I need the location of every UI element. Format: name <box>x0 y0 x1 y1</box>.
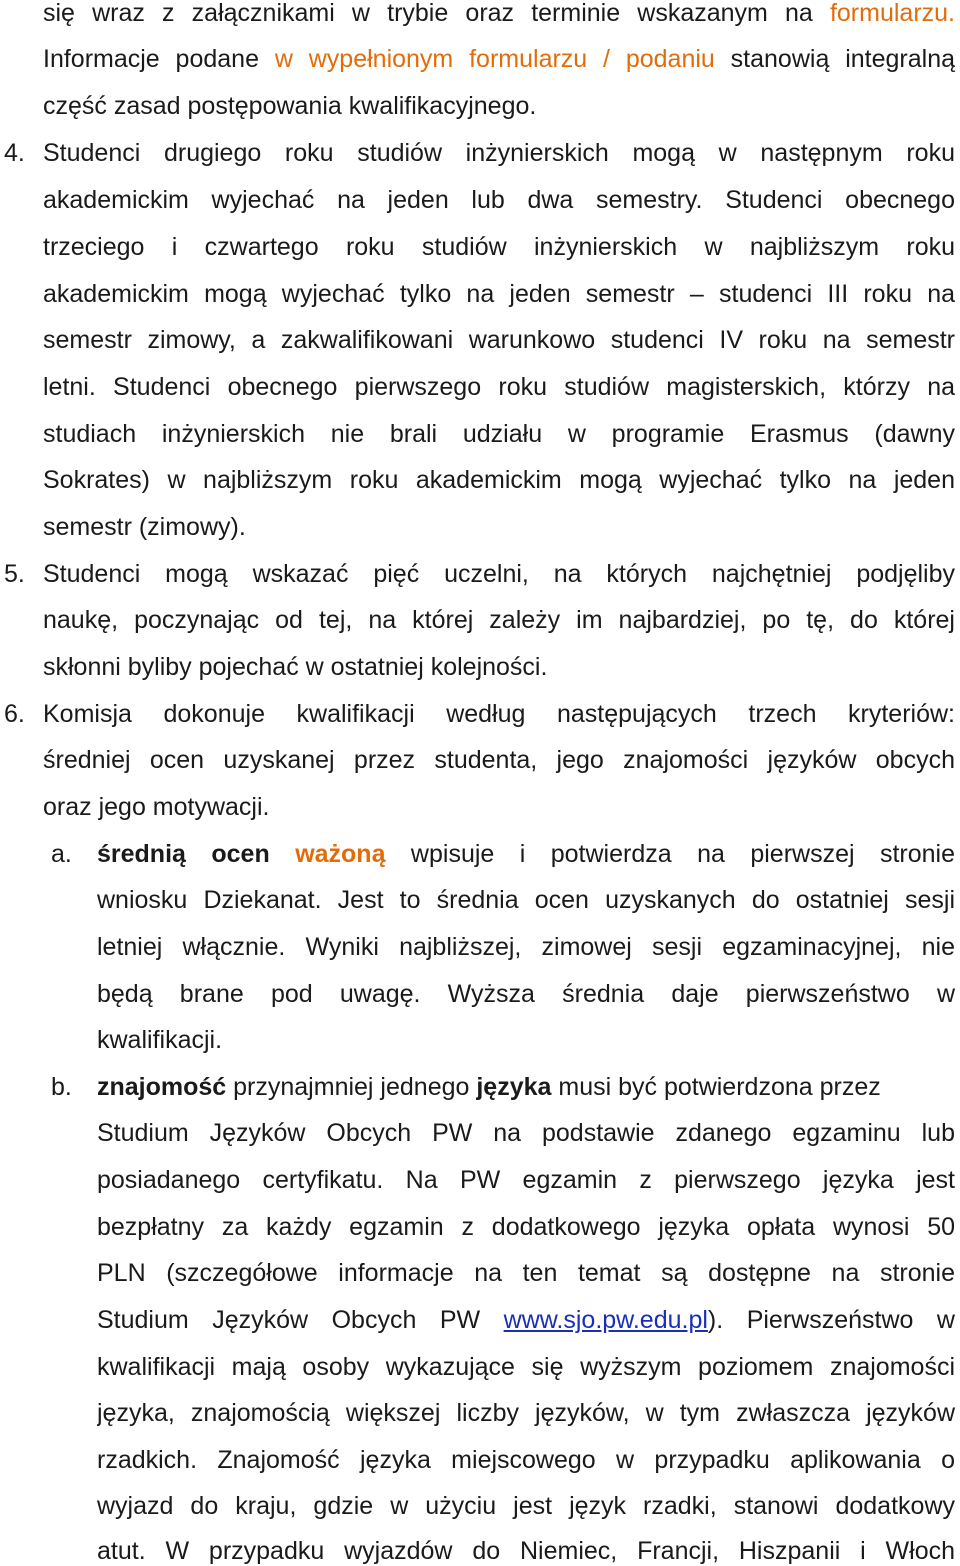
paragraph-line: PLN (szczegółowe informacje na ten temat są dostępne na stronie <box>97 1259 955 1287</box>
paragraph-line: będą brane pod uwagę. Wyższa średnia daje pierwszeństwo w <box>97 980 955 1008</box>
paragraph-line: średniej ocen uzyskanej przez studenta, jego znajomości języków obcych <box>43 746 955 774</box>
bold-term: średnią ocen <box>97 840 270 868</box>
paragraph-line: kwalifikacji. <box>97 1026 223 1054</box>
paragraph-line: Komisja dokonuje kwalifikacji według następujących trzech kryteriów: <box>43 700 955 728</box>
paragraph-line: wniosku Dziekanat. Jest to średnia ocen uzyskanych do ostatniej sesji <box>97 886 955 914</box>
paragraph-line: kwalifikacji mają osoby wykazujące się wyższym poziomem znajomości <box>97 1353 955 1381</box>
paragraph-line: Studenci drugiego roku studiów inżynierskich mogą w następnym roku <box>43 139 955 167</box>
paragraph-line: atut. W przypadku wyjazdów do Niemiec, Francji, Hiszpanii i Włoch <box>97 1537 955 1565</box>
paragraph-line: średnią ocen ważoną wpisuje i potwierdza na pierwszej stronie <box>97 840 955 868</box>
form-reference: formularzu. <box>829 0 955 27</box>
paragraph-line: Informacje podane w wypełnionym formularzu / podaniu stanowią integralną <box>43 45 955 73</box>
paragraph-line: semestr (zimowy). <box>43 513 246 541</box>
paragraph-line: semestr zimowy, a zakwalifikowani warunkowo studenci IV roku na semestr <box>43 326 955 354</box>
paragraph-line: oraz jego motywacji. <box>43 793 270 821</box>
sjo-website-link[interactable]: www.sjo.pw.edu.pl <box>503 1306 708 1334</box>
paragraph-line: część zasad postępowania kwalifikacyjnego. <box>43 92 537 120</box>
paragraph-line: letni. Studenci obecnego pierwszego roku studiów magisterskich, którzy na <box>43 373 955 401</box>
paragraph-line: Sokrates) w najbliższym roku akademickim mogą wyjechać tylko na jeden <box>43 466 955 494</box>
paragraph-line: Studium Języków Obcych PW www.sjo.pw.edu.pl). Pierwszeństwo w <box>97 1306 955 1334</box>
paragraph-line: języka, znajomością większej liczby języków, w tym zwłaszcza języków <box>97 1399 955 1427</box>
bold-term: znajomość <box>97 1073 227 1101</box>
bold-term: języka <box>476 1073 552 1101</box>
list-number: 4. <box>4 139 25 167</box>
form-reference: w wypełnionym formularzu / podaniu <box>274 45 715 73</box>
list-number: 5. <box>4 560 25 588</box>
paragraph-line: trzeciego i czwartego roku studiów inżynierskich w najbliższym roku <box>43 233 955 261</box>
paragraph-line: znajomość przynajmniej jednego języka musi być potwierdzona przez <box>97 1073 881 1101</box>
paragraph-line: bezpłatny za każdy egzamin z dodatkowego języka opłata wynosi 50 <box>97 1213 955 1241</box>
paragraph-line: letniej włącznie. Wyniki najbliższej, zimowej sesji egzaminacyjnej, nie <box>97 933 955 961</box>
list-letter: a. <box>51 840 72 868</box>
paragraph-line: wyjazd do kraju, gdzie w użyciu jest język rzadki, stanowi dodatkowy <box>97 1492 955 1520</box>
paragraph-line: posiadanego certyfikatu. Na PW egzamin z pierwszego języka jest <box>97 1166 955 1194</box>
emphasis-term: ważoną <box>295 840 386 868</box>
paragraph-line: studiach inżynierskich nie brali udziału w programie Erasmus (dawny <box>43 420 955 448</box>
list-letter: b. <box>51 1073 72 1101</box>
paragraph-line: akademickim wyjechać na jeden lub dwa semestry. Studenci obecnego <box>43 186 955 214</box>
paragraph-line: naukę, poczynając od tej, na której zależy im najbardziej, po tę, do której <box>43 606 955 634</box>
paragraph-line: Studenci mogą wskazać pięć uczelni, na których najchętniej podjęliby <box>43 560 955 588</box>
paragraph-line: skłonni byliby pojechać w ostatniej kolejności. <box>43 653 548 681</box>
paragraph-line: Studium Języków Obcych PW na podstawie zdanego egzaminu lub <box>97 1119 955 1147</box>
paragraph-line: się wraz z załącznikami w trybie oraz terminie wskazanym na formularzu. <box>43 0 955 27</box>
list-number: 6. <box>4 700 25 728</box>
paragraph-line: rzadkich. Znajomość języka miejscowego w przypadku aplikowania o <box>97 1446 955 1474</box>
paragraph-line: akademickim mogą wyjechać tylko na jeden semestr – studenci III roku na <box>43 280 955 308</box>
